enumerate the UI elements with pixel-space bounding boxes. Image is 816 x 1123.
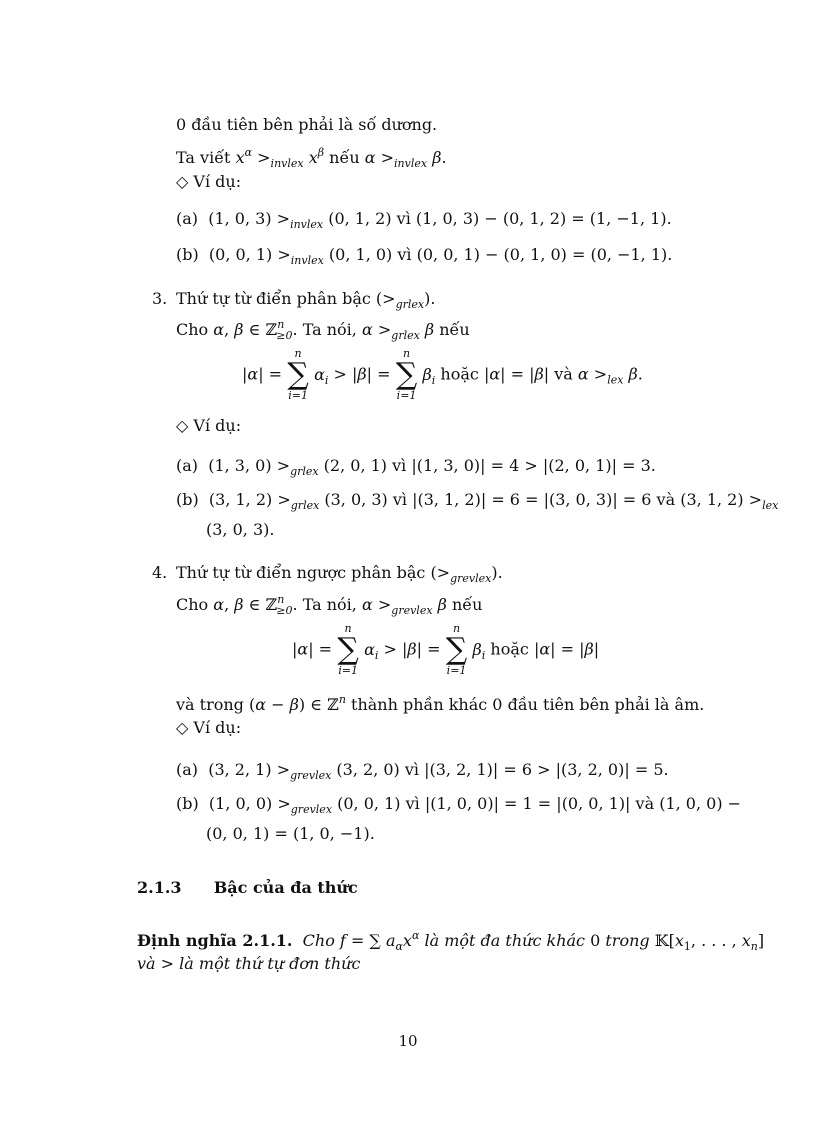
item4-example-label: ◇ Ví dụ: [176,718,242,737]
item3-example-b-line2: (3, 0, 3). [206,520,275,539]
item4-intro: Cho α, β ∈ ℤ$^n_{\ge 0}$. Ta nói, $\alpha >_{grevlex}$ β nếu [176,593,483,617]
item3-intro: Cho α, β ∈ ℤ$^n_{\ge 0}$. Ta nói, $\alpha >_{grlex}$ β nếu [176,318,470,342]
section-title: Bậc của đa thức [213,878,358,897]
definition-head: Định nghĩa 2.1.1. [137,931,293,950]
definition-line1: Định nghĩa 2.1.1. Cho f = ∑ $a_\alpha x^\alpha$ là một đa thức khác 0 trong $𝕂[x_1$, . . . , $x_n$] [137,929,765,954]
item4-example-b-line1: (b) (1, 0, $0) >_{grevlex}$ (0, 0, 1) vì |(1, 0, 0)| = 1 = |(0, 0, 1)| và (1, 0, 0) − [176,794,742,816]
item3-formula: |α| = n ∑ i=1 $\alpha_i > |\beta|$ = n ∑ i=1 $\beta_i$ hoặc |α| = |β| và $\alpha >_{lex}$ β. [242,347,643,402]
item4-title: Thứ tự từ điển ngược phân bậc $(>_{grevlex})$. [176,563,503,585]
item4-example-a: (a) (3, 2, $1) >_{grevlex}$ (3, 2, 0) vì |(3, 2, 1)| = 6 > |(3, 2, 0)| = 5. [176,760,669,782]
page-number: 10 [398,1032,418,1050]
section-heading [137,878,358,898]
item3-number: 3. [152,289,168,308]
item2-example-b: (b) (0, 0, $1) >_{invlex}$ (0, 1, 0) vì (0, 0, 1) − (0, 1, 0) = (0, −1, 1). [176,245,673,267]
item2-line1: 0 đầu tiên bên phải là số dương. [176,115,438,134]
item3-title: Thứ tự từ điển phân bậc $(>_{grlex})$. [176,289,436,311]
item2-line2: Ta viết $x^\alpha >_{invlex}$ $x^\beta$ nếu $\alpha >_{invlex}$ β. [176,146,447,170]
item4-example-b-line2: (0, 0, 1) = (1, 0, −1). [206,824,375,843]
item3-example-a: (a) (1, 3, $0) >_{grlex}$ (2, 0, 1) vì |(1, 3, 0)| = 4 > |(2, 0, 1)| = 3. [176,456,656,478]
item4-formula: |α| = n ∑ i=1 $\alpha_i > |\beta|$ = n ∑ i=1 $\beta_i$ hoặc |α| = |β| [292,622,600,677]
item4-number: 4. [152,563,168,582]
section-number: 2.1.3 [137,878,182,897]
item3-example-b-line1: (b) (3, 1, $2) >_{grlex}$ (3, 0, 3) vì |(3, 1, 2)| = 6 = |(3, 0, 3)| = 6 và (3, 1, $2) >_{lex}$ [176,490,779,512]
item2-example-a: (a) (1, 0, $3) >_{invlex}$ (0, 1, 2) vì (1, 0, 3) − (0, 1, 2) = (1, −1, 1). [176,209,672,231]
item4-after: và trong (α − β) ∈ ℤ$^n$ thành phần khác 0 đầu tiên bên phải là âm. [176,693,705,714]
definition-line2: và > là một thứ tự đơn thức [137,954,361,973]
item2-example-label: ◇ Ví dụ: [176,172,242,191]
item3-example-label: ◇ Ví dụ: [176,416,242,435]
